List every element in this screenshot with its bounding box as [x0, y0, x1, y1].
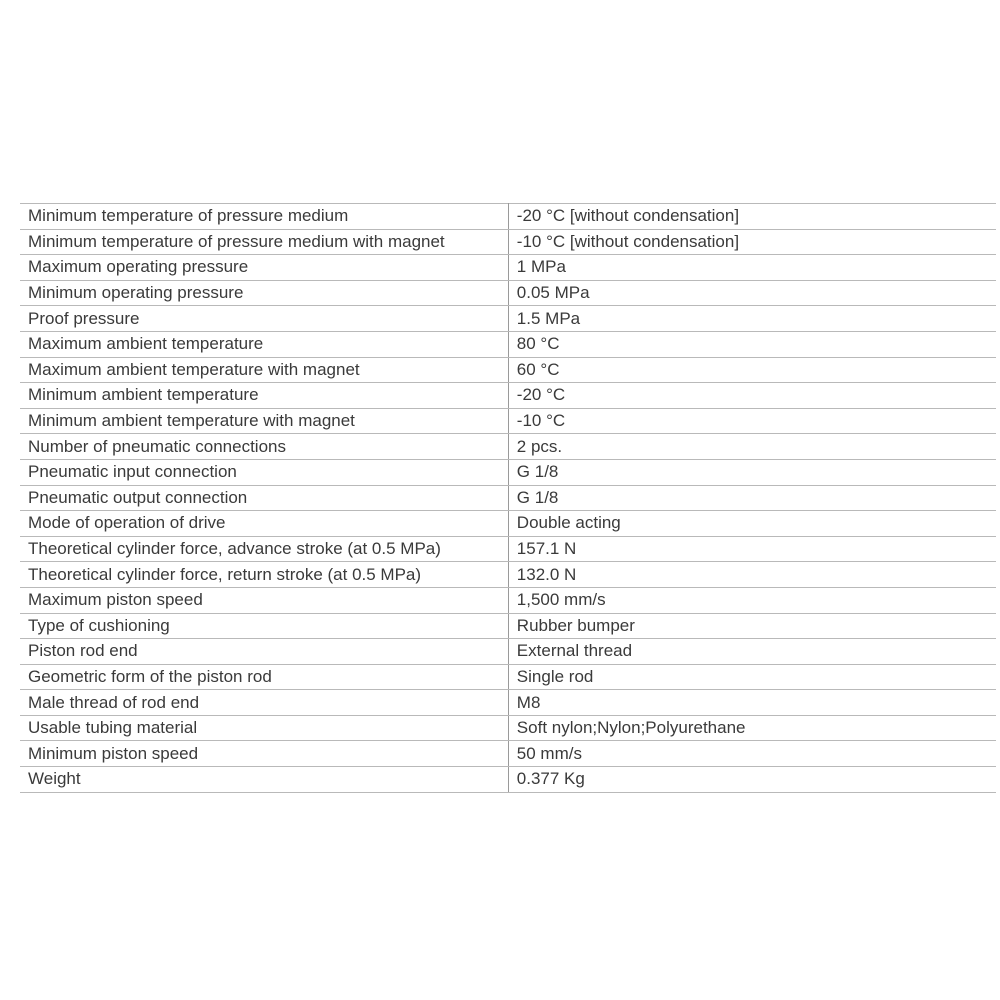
spec-label: Theoretical cylinder force, advance stroke (at 0.5 MPa): [20, 536, 508, 562]
table-row: [20, 715, 996, 741]
spec-value: 1.5 MPa: [508, 306, 996, 332]
table-row: [20, 306, 996, 332]
spec-label: Minimum piston speed: [20, 741, 508, 767]
spec-label: Maximum operating pressure: [20, 255, 508, 281]
table-row: [20, 741, 996, 767]
table-row: [20, 280, 996, 306]
spec-label: Maximum piston speed: [20, 587, 508, 613]
spec-label: Minimum operating pressure: [20, 280, 508, 306]
table-row: [20, 357, 996, 383]
table-row: [20, 613, 996, 639]
table-row: [20, 408, 996, 434]
table-row: [20, 459, 996, 485]
table-row: [20, 767, 996, 793]
spec-value: Single rod: [508, 664, 996, 690]
table-row: [20, 255, 996, 281]
table-row: [20, 331, 996, 357]
table-row: [20, 434, 996, 460]
spec-value: M8: [508, 690, 996, 716]
spec-value: 2 pcs.: [508, 434, 996, 460]
table-row: [20, 664, 996, 690]
spec-value: -20 °C [without condensation]: [508, 204, 996, 230]
spec-value: Soft nylon;Nylon;Polyurethane: [508, 715, 996, 741]
spec-value: Double acting: [508, 511, 996, 537]
spec-label: Minimum ambient temperature with magnet: [20, 408, 508, 434]
table-row: [20, 639, 996, 665]
table-row: [20, 229, 996, 255]
spec-value: -10 °C [without condensation]: [508, 229, 996, 255]
spec-label: Minimum temperature of pressure medium: [20, 204, 508, 230]
spec-label: Pneumatic output connection: [20, 485, 508, 511]
spec-label: Number of pneumatic connections: [20, 434, 508, 460]
spec-table: [20, 203, 996, 793]
spec-label: Piston rod end: [20, 639, 508, 665]
table-row: [20, 536, 996, 562]
table-row: [20, 511, 996, 537]
table-row: [20, 690, 996, 716]
spec-label: Mode of operation of drive: [20, 511, 508, 537]
spec-value: 80 °C: [508, 331, 996, 357]
spec-value: 157.1 N: [508, 536, 996, 562]
table-row: [20, 562, 996, 588]
spec-value: G 1/8: [508, 459, 996, 485]
spec-value: 1 MPa: [508, 255, 996, 281]
spec-label: Male thread of rod end: [20, 690, 508, 716]
spec-label: Type of cushioning: [20, 613, 508, 639]
spec-label: Proof pressure: [20, 306, 508, 332]
table-row: [20, 485, 996, 511]
spec-label: Pneumatic input connection: [20, 459, 508, 485]
spec-value: 132.0 N: [508, 562, 996, 588]
spec-label: Maximum ambient temperature: [20, 331, 508, 357]
spec-label: Weight: [20, 767, 508, 793]
spec-label: Geometric form of the piston rod: [20, 664, 508, 690]
spec-value: -10 °C: [508, 408, 996, 434]
spec-value: -20 °C: [508, 383, 996, 409]
spec-value: 1,500 mm/s: [508, 587, 996, 613]
spec-label: Maximum ambient temperature with magnet: [20, 357, 508, 383]
spec-label: Minimum temperature of pressure medium with magnet: [20, 229, 508, 255]
table-row: [20, 383, 996, 409]
spec-label: Minimum ambient temperature: [20, 383, 508, 409]
spec-label: Theoretical cylinder force, return stroke (at 0.5 MPa): [20, 562, 508, 588]
spec-value: 60 °C: [508, 357, 996, 383]
spec-value: 0.377 Kg: [508, 767, 996, 793]
spec-value: Rubber bumper: [508, 613, 996, 639]
spec-value: 0.05 MPa: [508, 280, 996, 306]
spec-value: 50 mm/s: [508, 741, 996, 767]
table-row: [20, 204, 996, 230]
spec-label: Usable tubing material: [20, 715, 508, 741]
spec-value: G 1/8: [508, 485, 996, 511]
spec-value: External thread: [508, 639, 996, 665]
table-row: [20, 587, 996, 613]
